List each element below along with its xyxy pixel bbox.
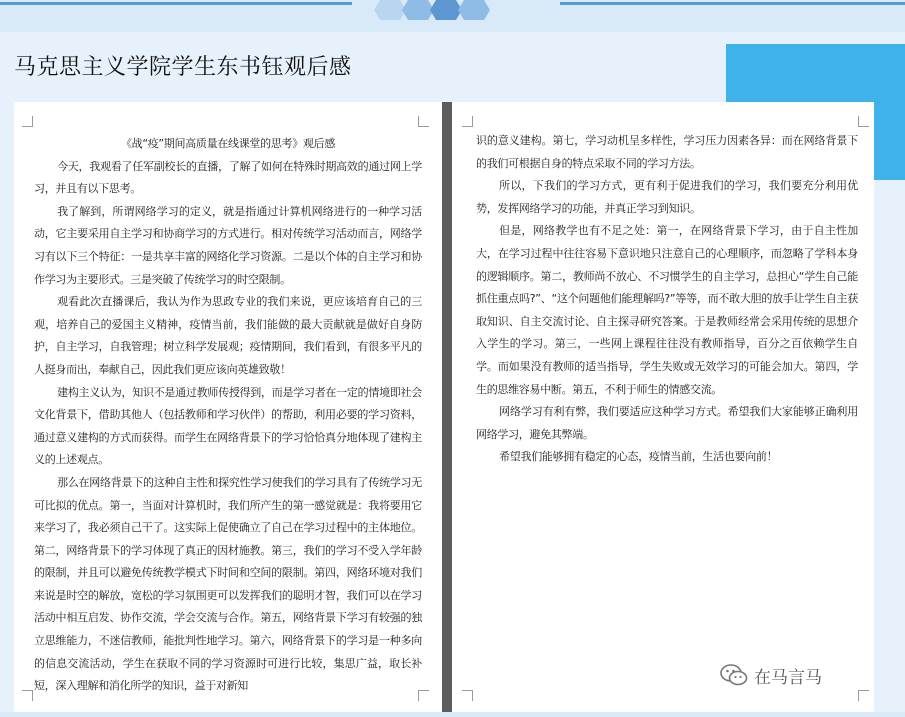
document-page-left <box>14 102 442 712</box>
paragraph: 今天，我观看了任军副校长的直播，了解了如何在特殊时期高效的通过网上学习，并且有以下思考。 <box>34 159 422 196</box>
top-banner <box>0 0 905 32</box>
wechat-icon <box>720 663 748 687</box>
top-decor-line-left <box>0 2 352 5</box>
top-decor-line-right <box>560 2 905 5</box>
paragraph: 希望我们能够拥有稳定的心态，疫情当前，生活也要向前！ <box>499 450 778 464</box>
crop-mark <box>462 116 473 127</box>
crop-mark <box>22 690 33 701</box>
article-title-bar <box>14 48 734 88</box>
page-gutter <box>442 102 452 712</box>
paragraph: 观看此次直播课后，我认为作为思政专业的我们来说，更应该培育自己的三观，培养自己的爱国主义精神，疫情当前，我们能做的最大贡献就是做好自身防护，自主学习，自我管理；树立科学发展观；疫情期间，我们看到，有很多平凡的人挺身而出，奉献自己，因此我们更应该向英雄致敬！ <box>34 295 422 376</box>
paragraph: 那么在网络背景下的这种自主性和探究性学习使我们的学习具有了传统学习无可比拟的优点。第一，当面对计算机时，我们所产生的第一感觉就是：我将要用它来学习了，我必须自己干了。这实际上促使确立了自己在学习过程中的主体地位。第二，网络背景下的学习体现了真正的因材施教。第三，我们的学习不受入学年龄的限制，并且可以避免传统教学模式下时间和空间的限制。第四，网络环境对我们来说是时空的解放，宽松的学习氛围更可以发挥我们的聪明才智，我们可以在学习活动中相互启发、协作交流，学会交流与合作。第五，网络背景下学习有较强的独立思维能力，不迷信教师，能批判性地学习。第六，网络背景下的学习是一种多向的信息交流活动，学生在获取不同的学习资源时可进行比较，集思广益，取长补短，深入理解和消化所学的知识，益于对新知 <box>34 475 422 693</box>
crop-mark <box>858 690 869 701</box>
document-page-right <box>452 102 874 712</box>
doc-heading: 《战“疫”期间高质量在线课堂的思考》观后感 <box>120 137 336 150</box>
crop-mark <box>462 690 473 701</box>
hexagon-decor-icon <box>372 0 512 22</box>
paragraph: 建构主义认为，知识不是通过教师传授得到，而是学习者在一定的情境即社会文化背景下，借助其他人（包括教师和学习伙伴）的帮助，利用必要的学习资料，通过意义建构的方式而获得。而学生在网络背景下的学习恰恰真分地体现了建构主义的上述观点。 <box>34 385 422 467</box>
paragraph: 所以，下我们的学习方式，更有利于促进我们的学习，我们要充分利用优势，发挥网络学习的功能，并真正学习到知识。 <box>476 179 858 215</box>
crop-mark <box>858 116 869 127</box>
article-title: 马克思主义学院学生东书钰观后感 <box>14 55 352 80</box>
crop-mark <box>418 690 429 701</box>
watermark <box>720 660 822 690</box>
watermark-text: 在马言马 <box>754 667 822 688</box>
paragraph: 但是，网络教学也有不足之处：第一，在网络背景下学习，由于自主性加大，在学习过程中往往容易下意识地只注意自己的心理顺序，而忽略了学科本身的逻辑顺序。第二，教师尚不放心、不习惯学生的自主学习，总担心“学生自己能抓住重点吗?”、“这个问题他们能理解吗?”等等，而不敢大胆的放手让学生自主获取知识、自主交流讨论、自主探寻研究答案。于是教师经常会采用传统的思想介入学生的学习。第三，一些网上课程往往没有教师指导，百分之百依赖学生自学。而如果没有教师的适当指导，学生失败或无效学习的可能会加大。第四，学生的思维容易中断。第五，不利于师生的情感交流。 <box>476 224 858 396</box>
bottom-strip <box>0 712 905 717</box>
paragraph: 网络学习有利有弊，我们要适应这种学习方式。希望我们大家能够正确利用网络学习，避免其弊端。 <box>476 405 858 441</box>
crop-mark <box>22 116 33 127</box>
paragraph: 识的意义建构。第七，学习动机呈多样性，学习压力因素各异：而在网络背景下的我们可根据自身的特点采取不同的学习方法。 <box>476 134 858 170</box>
crop-mark <box>418 116 429 127</box>
paragraph: 我了解到，所谓网络学习的定义，就是指通过计算机网络进行的一种学习活动，它主要采用自主学习和协商学习的方式进行。相对传统学习活动而言，网络学习有以下三个特征：一是共享丰富的网络化学习资源。二是以个体的自主学习和协作学习为主要形式。三是突破了传统学习的时空限制。 <box>34 204 422 286</box>
